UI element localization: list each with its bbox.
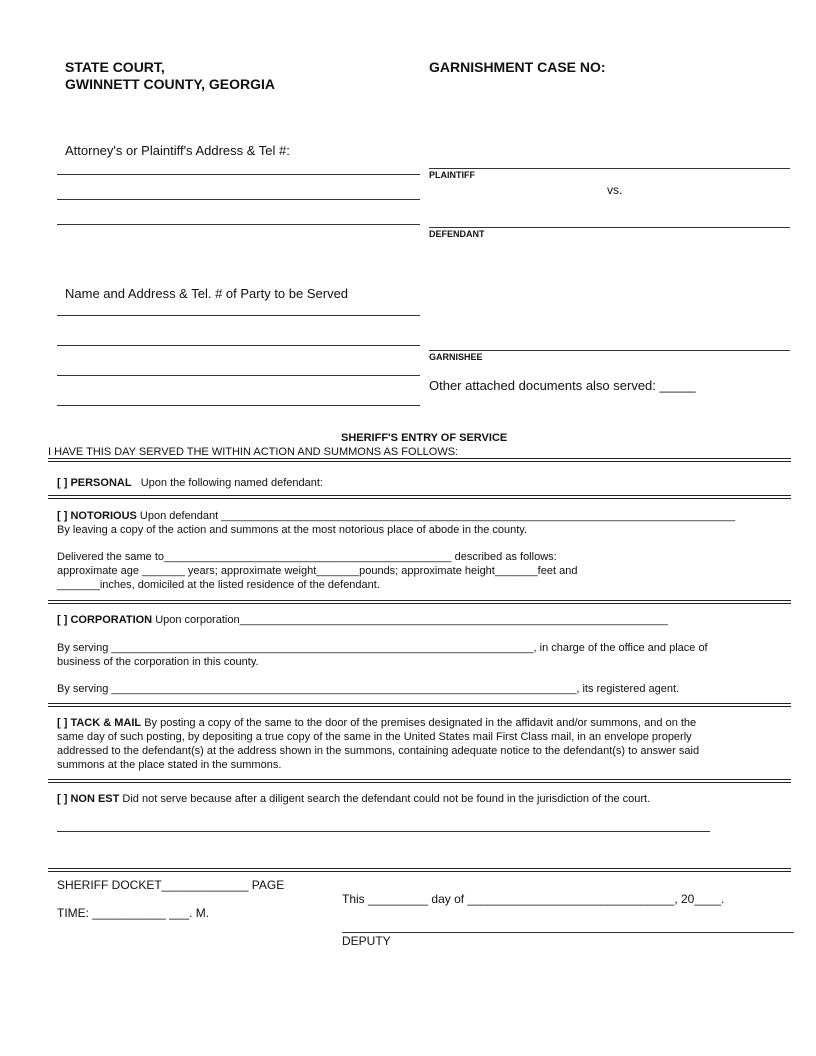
- personal-section: [57, 476, 323, 490]
- tack-mail-line-3: addressed to the defendant(s) at the address shown in the summons, containing adequate notice to the defendant(s) to answer said: [57, 745, 700, 757]
- party-served-line-3[interactable]: [57, 375, 420, 376]
- deputy-signature-line[interactable]: [342, 932, 794, 933]
- divider: [48, 495, 791, 499]
- divider: [48, 779, 791, 783]
- tack-mail-checkbox[interactable]: [ ] TACK & MAIL: [57, 717, 142, 729]
- defendant-label: DEFENDANT: [429, 229, 485, 239]
- service-date-field[interactable]: This _________ day of _______________________________, 20____.: [342, 892, 725, 906]
- tack-mail-line-2: same day of such posting, by depositing a true copy of the same in the United States mail First Class mail, in an envelope properly: [57, 731, 692, 743]
- attorney-line-1[interactable]: [57, 174, 420, 175]
- party-served-line-1[interactable]: [57, 315, 420, 316]
- other-documents-label: Other attached documents also served: _____: [429, 378, 696, 393]
- non-est-line[interactable]: [57, 831, 710, 832]
- defendant-line[interactable]: [429, 227, 790, 228]
- non-est-checkbox[interactable]: [ ] NON EST: [57, 793, 120, 805]
- notorious-section: [57, 509, 735, 523]
- notorious-description: By leaving a copy of the action and summons at the most notorious place of abode in the county.: [57, 524, 528, 536]
- plaintiff-label: PLAINTIFF: [429, 170, 475, 180]
- corporation-section: [57, 613, 668, 627]
- divider: [48, 868, 791, 872]
- notorious-checkbox[interactable]: [ ] NOTORIOUS: [57, 510, 137, 522]
- garnishee-line[interactable]: [429, 350, 790, 351]
- case-number-label: GARNISHMENT CASE NO:: [429, 59, 606, 75]
- sheriff-docket-field[interactable]: SHERIFF DOCKET_____________ PAGE: [57, 878, 285, 892]
- physical-description-field[interactable]: approximate age _______ years; approximate weight_______pounds; approximate height_______feet and: [57, 565, 578, 577]
- party-served-label: Name and Address & Tel. # of Party to be Served: [65, 286, 349, 301]
- non-est-section: [57, 792, 650, 806]
- tack-mail-section: [57, 716, 696, 730]
- attorney-line-3[interactable]: [57, 224, 420, 225]
- attorney-line-2[interactable]: [57, 199, 420, 200]
- registered-agent-field[interactable]: By serving ____________________________________________________________________________, its registered agent.: [57, 683, 680, 695]
- personal-text: Upon the following named defendant:: [140, 477, 323, 489]
- served-officer-field[interactable]: By serving _____________________________________________________________________, in charge of the office and place of: [57, 642, 708, 654]
- attorney-address-label: Attorney's or Plaintiff's Address & Tel #:: [65, 143, 290, 158]
- tack-mail-line-4: summons at the place stated in the summons.: [57, 759, 282, 771]
- corporation-checkbox[interactable]: [ ] CORPORATION: [57, 614, 153, 626]
- party-served-line-2[interactable]: [57, 345, 420, 346]
- tack-mail-line-1: By posting a copy of the same to the door of the premises designated in the affidavit and/or summons, and on the: [144, 717, 697, 729]
- time-field[interactable]: TIME: ___________ ___. M.: [57, 906, 210, 920]
- plaintiff-line[interactable]: [429, 168, 790, 169]
- divider: [48, 458, 791, 462]
- entry-title: SHERIFF'S ENTRY OF SERVICE: [341, 432, 508, 444]
- entry-intro: I HAVE THIS DAY SERVED THE WITHIN ACTION AND SUMMONS AS FOLLOWS:: [48, 446, 459, 458]
- corporation-description: business of the corporation in this county.: [57, 656, 259, 668]
- corporation-name-field[interactable]: Upon corporation______________________________________________________________________: [155, 614, 668, 626]
- notorious-defendant-field[interactable]: Upon defendant ____________________________________________________________________________________: [139, 510, 736, 522]
- delivered-to-field[interactable]: Delivered the same to_______________________________________________ described as follows:: [57, 551, 557, 563]
- personal-checkbox[interactable]: [ ] PERSONAL: [57, 477, 132, 489]
- garnishee-label: GARNISHEE: [429, 352, 483, 362]
- non-est-text: Did not serve because after a diligent search the defendant could not be found in the jurisdiction of the court.: [122, 793, 651, 805]
- deputy-label: DEPUTY: [342, 934, 391, 948]
- versus-label: vs.: [607, 183, 623, 197]
- divider: [48, 703, 791, 707]
- party-served-line-4[interactable]: [57, 405, 420, 406]
- court-name-line1: STATE COURT,: [65, 59, 165, 75]
- divider: [48, 600, 791, 604]
- domicile-field[interactable]: _______inches, domiciled at the listed residence of the defendant.: [57, 579, 380, 591]
- court-name-line2: GWINNETT COUNTY, GEORGIA: [65, 76, 275, 92]
